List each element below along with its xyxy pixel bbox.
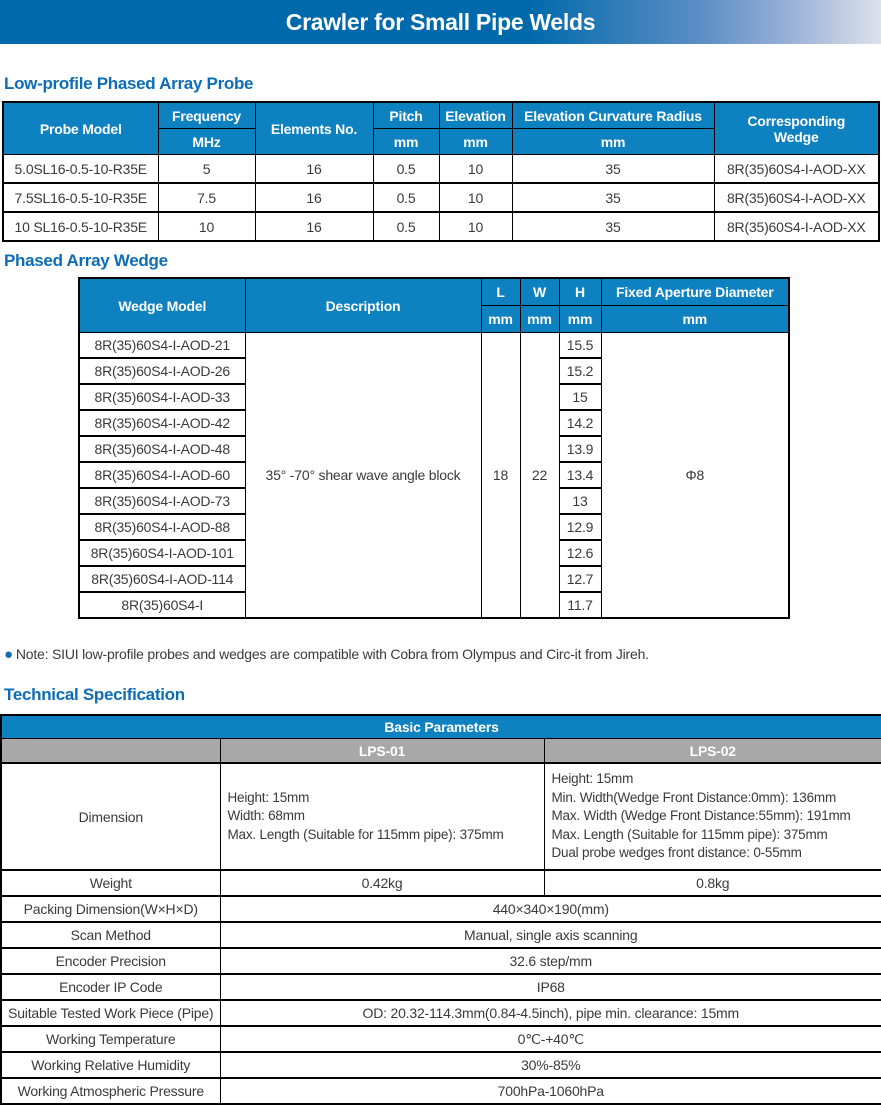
spec-row-label: Working Atmospheric Pressure xyxy=(1,1078,220,1104)
wedge-model-cell: 8R(35)60S4-I-AOD-101 xyxy=(79,540,245,566)
probe-wedge-cell: 8R(35)60S4-I-AOD-XX xyxy=(714,212,879,241)
col-header-frequency: Frequency xyxy=(158,102,255,129)
probe-model-cell: 5.0SL16-0.5-10-R35E xyxy=(3,155,158,184)
probe-pitch-cell: 0.5 xyxy=(373,155,439,184)
dimension-line: Height: 15mm xyxy=(551,771,634,787)
col-header-aperture: Fixed Aperture Diameter xyxy=(601,278,789,306)
spec-table-row xyxy=(1,1026,881,1052)
col-header-elements: Elements No. xyxy=(255,102,373,155)
wedge-header-row-1 xyxy=(79,278,789,306)
wedge-model-cell: 8R(35)60S4-I-AOD-73 xyxy=(79,488,245,514)
wedge-section-heading: Phased Array Wedge xyxy=(4,251,168,270)
col-header-l: L xyxy=(481,278,520,306)
spec-row-label: Working Relative Humidity xyxy=(1,1052,220,1078)
wedge-w-cell: 22 xyxy=(520,333,559,619)
probe-header-row-1 xyxy=(3,102,879,129)
col-unit-pitch: mm xyxy=(373,129,439,155)
spec-row-value: 32.6 step/mm xyxy=(220,948,881,974)
spec-section-heading: Technical Specification xyxy=(4,685,185,704)
spec-empty-cell xyxy=(1,739,220,764)
col-unit-aperture: mm xyxy=(601,306,789,333)
wedge-h-cell: 11.7 xyxy=(559,592,601,618)
spec-weight-lps02: 0.8kg xyxy=(544,870,881,896)
probe-elements-cell: 16 xyxy=(255,155,373,184)
probe-pitch-cell: 0.5 xyxy=(373,183,439,212)
probe-frequency-cell: 7.5 xyxy=(158,183,255,212)
spec-table-row xyxy=(1,974,881,1000)
spec-row-label: Encoder IP Code xyxy=(1,974,220,1000)
spec-weight-row xyxy=(1,870,881,896)
spec-table-row xyxy=(1,922,881,948)
spec-model-row xyxy=(1,739,881,764)
col-header-elevation: Elevation xyxy=(439,102,512,129)
probe-elements-cell: 16 xyxy=(255,212,373,241)
wedge-h-cell: 12.7 xyxy=(559,566,601,592)
probe-table xyxy=(2,101,880,242)
wedge-h-cell: 13 xyxy=(559,488,601,514)
spec-model-lps02: LPS-02 xyxy=(544,739,881,764)
spec-row-value: 440×340×190(mm) xyxy=(220,896,881,922)
page-title: Crawler for Small Pipe Welds xyxy=(285,8,596,35)
spec-row-value: Manual, single axis scanning xyxy=(220,922,881,948)
note-text: Note: SIUI low-profile probes and wedges are compatible with Cobra from Olympus and Circ-it from Jireh. xyxy=(15,646,649,662)
wedge-h-cell: 14.2 xyxy=(559,410,601,436)
spec-row-value: 0℃-+40℃ xyxy=(220,1026,881,1052)
wedge-model-cell: 8R(35)60S4-I xyxy=(79,592,245,618)
probe-frequency-cell: 10 xyxy=(158,212,255,241)
spec-row-label: Dimension xyxy=(1,763,220,870)
wedge-model-cell: 8R(35)60S4-I-AOD-21 xyxy=(79,333,245,359)
wedge-table-row xyxy=(79,333,789,359)
spec-row-label: Packing Dimension(W×H×D) xyxy=(1,896,220,922)
dimension-line: Height: 15mm xyxy=(227,789,310,805)
spec-row-label: Working Temperature xyxy=(1,1026,220,1052)
col-header-corresponding-wedge-line2: Wedge xyxy=(773,128,819,145)
spec-table-row xyxy=(1,1052,881,1078)
col-header-description: Description xyxy=(245,278,481,333)
probe-pitch-cell: 0.5 xyxy=(373,212,439,241)
spec-row-value: 700hPa-1060hPa xyxy=(220,1078,881,1104)
wedge-h-cell: 12.6 xyxy=(559,540,601,566)
dimension-line: Max. Length (Suitable for 115mm pipe): 375mm xyxy=(227,826,504,842)
note-bullet-icon: ● xyxy=(4,645,13,663)
probe-frequency-cell: 5 xyxy=(158,155,255,184)
wedge-model-cell: 8R(35)60S4-I-AOD-42 xyxy=(79,410,245,436)
col-unit-frequency: MHz xyxy=(158,129,255,155)
spec-row-label: Suitable Tested Work Piece (Pipe) xyxy=(1,1000,220,1026)
spec-row-label: Scan Method xyxy=(1,922,220,948)
probe-radius-cell: 35 xyxy=(512,212,714,241)
col-header-corresponding-wedge xyxy=(714,102,879,155)
dimension-line: Min. Width(Wedge Front Distance:0mm): 136mm xyxy=(551,789,836,805)
spec-model-lps01: LPS-01 xyxy=(220,739,544,764)
spec-weight-lps01: 0.42kg xyxy=(220,870,544,896)
probe-model-cell: 7.5SL16-0.5-10-R35E xyxy=(3,183,158,212)
col-unit-radius: mm xyxy=(512,129,714,155)
col-header-radius: Elevation Curvature Radius xyxy=(512,102,714,129)
dimension-line: Dual probe wedges front distance: 0-55mm xyxy=(551,845,802,861)
spec-row-label: Weight xyxy=(1,870,220,896)
wedge-model-cell: 8R(35)60S4-I-AOD-26 xyxy=(79,358,245,384)
col-header-corresponding-wedge-line1: Corresponding xyxy=(747,112,846,129)
spec-dimension-lps02 xyxy=(544,763,881,870)
dimension-line: Width: 68mm xyxy=(227,808,305,824)
wedge-h-cell: 13.9 xyxy=(559,436,601,462)
spec-dimension-row xyxy=(1,763,881,870)
col-header-pitch: Pitch xyxy=(373,102,439,129)
spec-table-row xyxy=(1,948,881,974)
wedge-h-cell: 15.5 xyxy=(559,333,601,359)
wedge-h-cell: 15.2 xyxy=(559,358,601,384)
col-header-probe-model: Probe Model xyxy=(3,102,158,155)
wedge-aperture-cell: Φ8 xyxy=(601,333,789,619)
dimension-line: Max. Length (Suitable for 115mm pipe): 375mm xyxy=(551,826,828,842)
title-bar xyxy=(0,0,881,44)
spec-table-row xyxy=(1,1000,881,1026)
col-header-w: W xyxy=(520,278,559,306)
dimension-line: Max. Width (Wedge Front Distance:55mm): 191mm xyxy=(551,808,851,824)
wedge-table xyxy=(78,277,790,619)
probe-model-cell: 10 SL16-0.5-10-R35E xyxy=(3,212,158,241)
compatibility-note xyxy=(4,646,881,662)
col-header-wedge-model: Wedge Model xyxy=(79,278,245,333)
wedge-model-cell: 8R(35)60S4-I-AOD-88 xyxy=(79,514,245,540)
spec-table xyxy=(0,714,881,1105)
wedge-description-cell: 35° -70° shear wave angle block xyxy=(245,333,481,619)
col-header-h: H xyxy=(559,278,601,306)
probe-table-row xyxy=(3,155,879,184)
spec-title-row xyxy=(1,715,881,739)
wedge-model-cell: 8R(35)60S4-I-AOD-60 xyxy=(79,462,245,488)
wedge-model-cell: 8R(35)60S4-I-AOD-48 xyxy=(79,436,245,462)
wedge-l-cell: 18 xyxy=(481,333,520,619)
probe-table-row xyxy=(3,212,879,241)
probe-radius-cell: 35 xyxy=(512,155,714,184)
spec-row-value: IP68 xyxy=(220,974,881,1000)
wedge-h-cell: 13.4 xyxy=(559,462,601,488)
probe-section-heading: Low-profile Phased Array Probe xyxy=(4,74,254,93)
spec-table-row xyxy=(1,896,881,922)
col-unit-w: mm xyxy=(520,306,559,333)
probe-wedge-cell: 8R(35)60S4-I-AOD-XX xyxy=(714,183,879,212)
wedge-model-cell: 8R(35)60S4-I-AOD-114 xyxy=(79,566,245,592)
probe-elevation-cell: 10 xyxy=(439,183,512,212)
spec-row-value: OD: 20.32-114.3mm(0.84-4.5inch), pipe min. clearance: 15mm xyxy=(220,1000,881,1026)
spec-row-value: 30%-85% xyxy=(220,1052,881,1078)
probe-elevation-cell: 10 xyxy=(439,155,512,184)
col-unit-l: mm xyxy=(481,306,520,333)
spec-dimension-lps01 xyxy=(220,763,544,870)
col-unit-elevation: mm xyxy=(439,129,512,155)
probe-wedge-cell: 8R(35)60S4-I-AOD-XX xyxy=(714,155,879,184)
spec-table-row xyxy=(1,1078,881,1104)
wedge-model-cell: 8R(35)60S4-I-AOD-33 xyxy=(79,384,245,410)
wedge-h-cell: 15 xyxy=(559,384,601,410)
probe-table-row xyxy=(3,183,879,212)
probe-elements-cell: 16 xyxy=(255,183,373,212)
probe-elevation-cell: 10 xyxy=(439,212,512,241)
spec-table-title: Basic Parameters xyxy=(1,715,881,739)
wedge-h-cell: 12.9 xyxy=(559,514,601,540)
spec-row-label: Encoder Precision xyxy=(1,948,220,974)
col-unit-h: mm xyxy=(559,306,601,333)
probe-radius-cell: 35 xyxy=(512,183,714,212)
